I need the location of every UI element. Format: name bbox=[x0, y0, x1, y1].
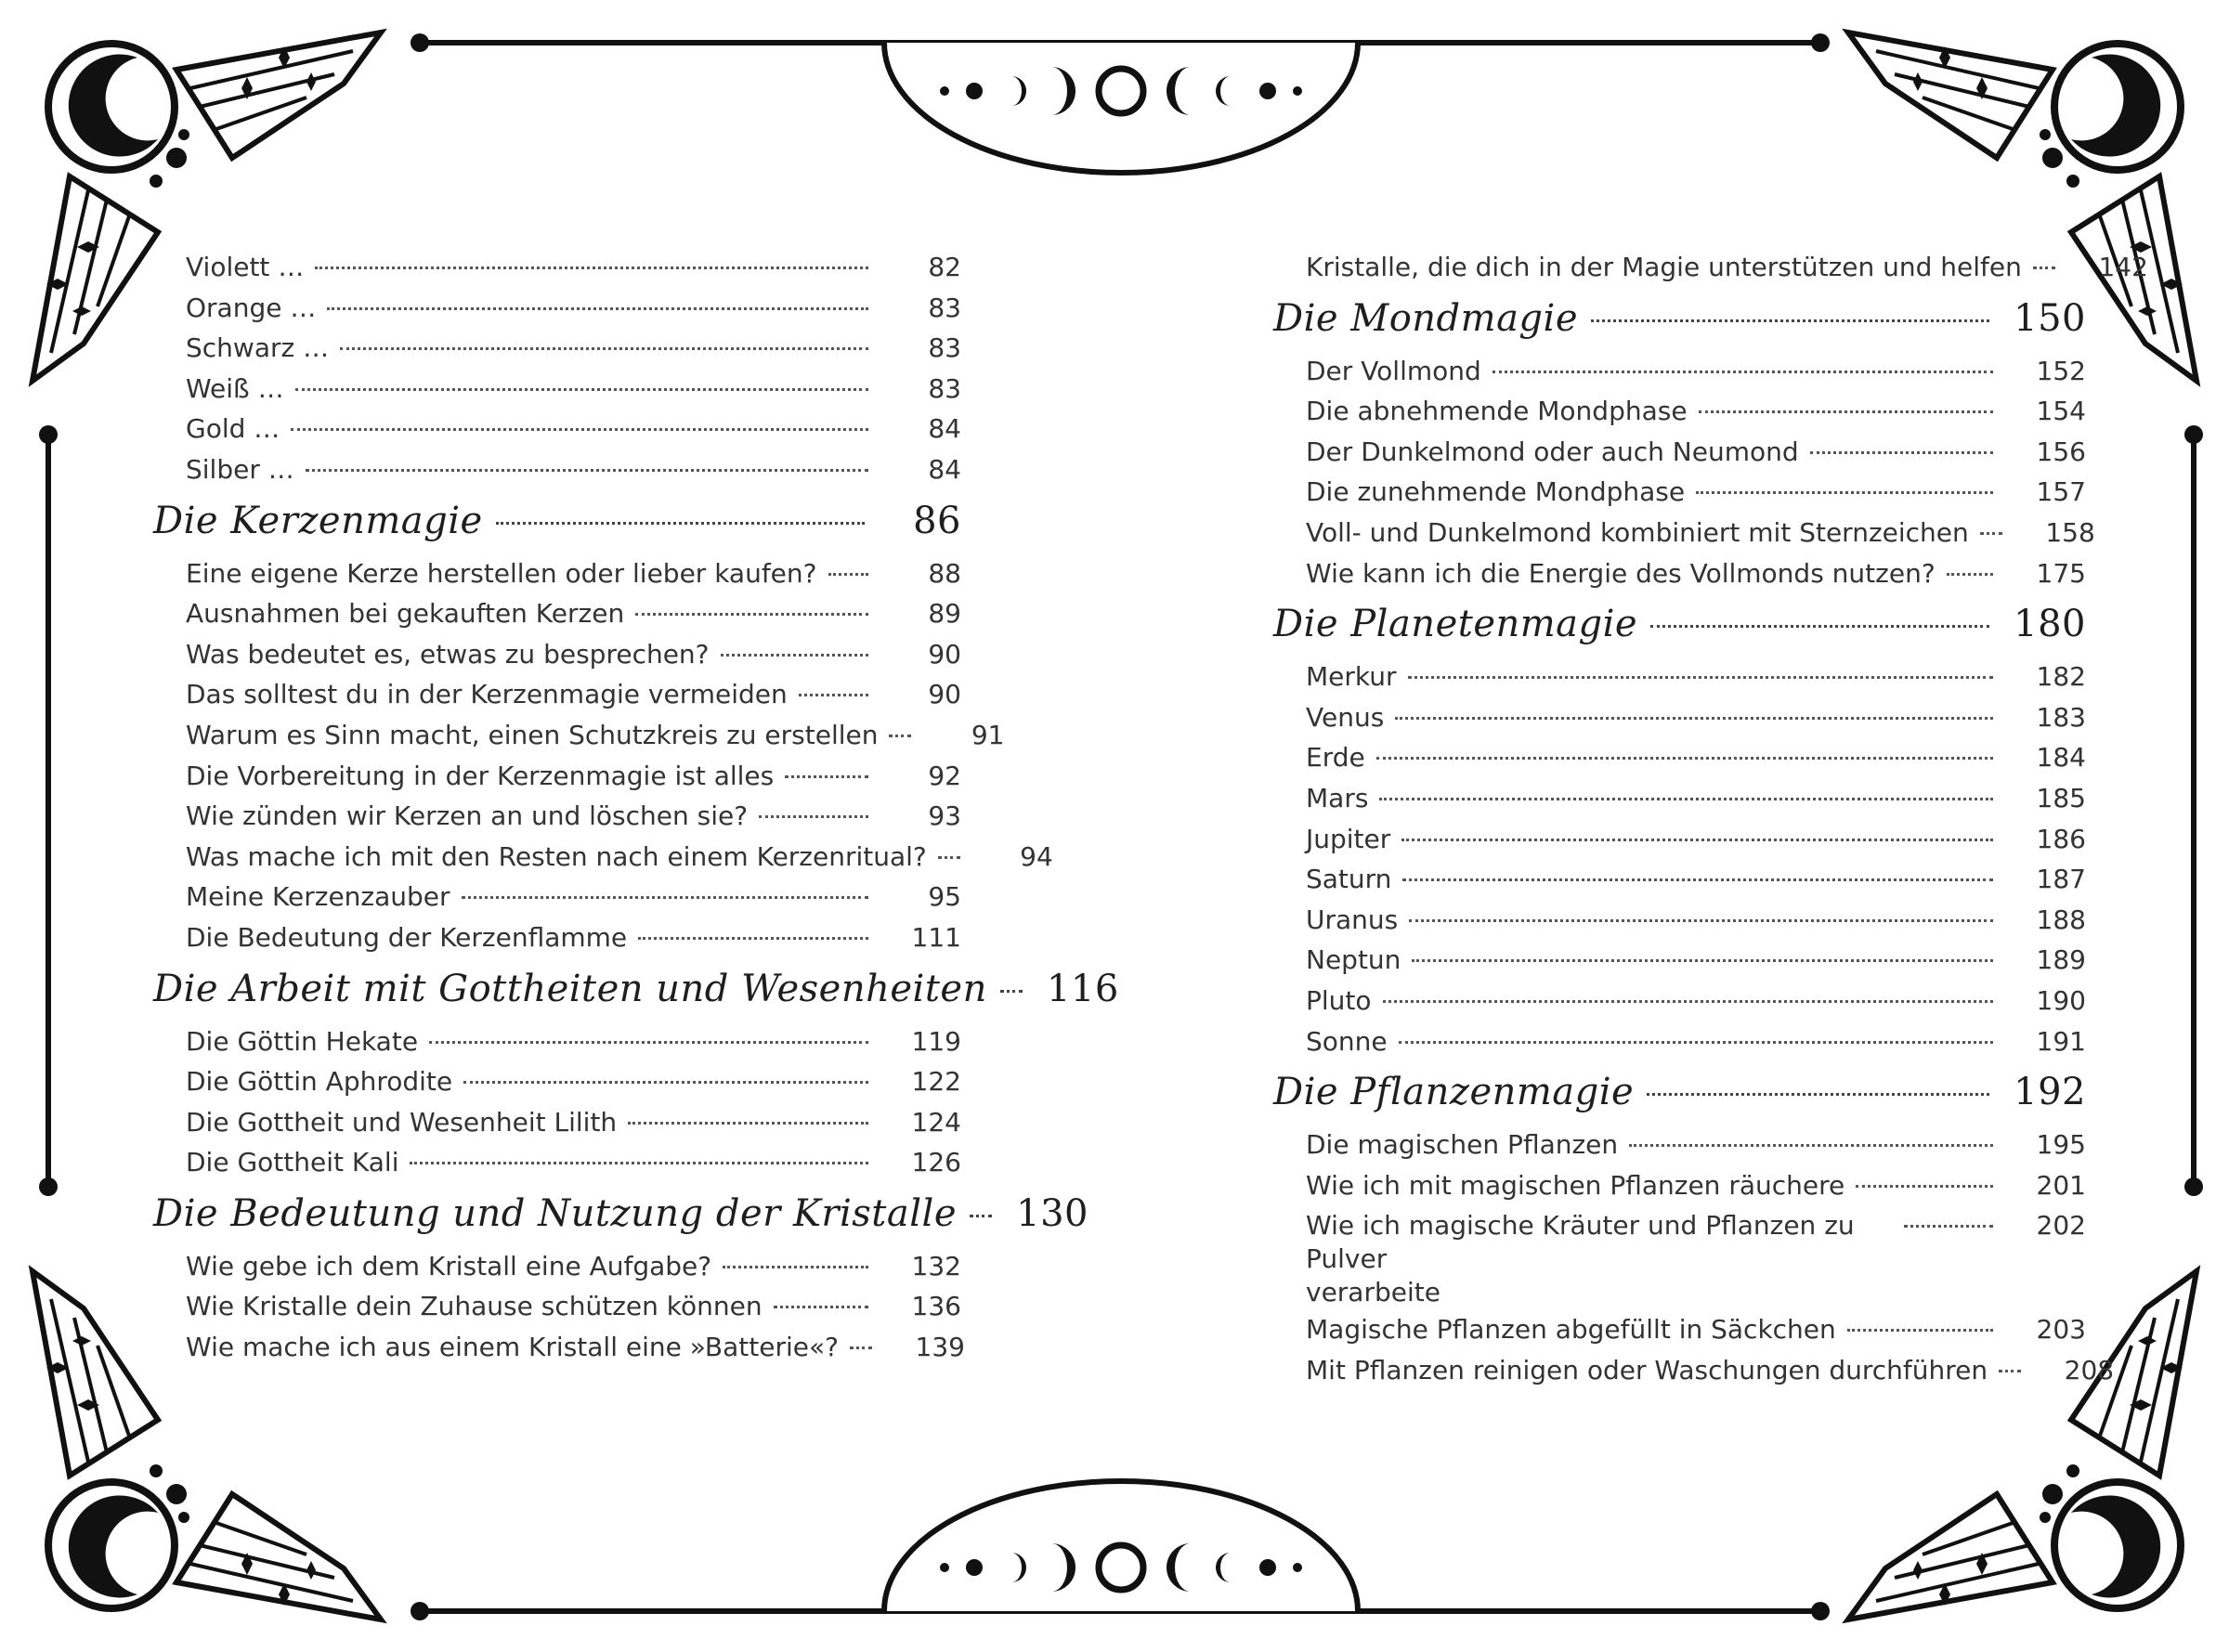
entry-title: Meine Kerzenzauber bbox=[186, 881, 450, 913]
toc-entry[interactable] bbox=[153, 877, 961, 917]
dot-leader bbox=[970, 1215, 992, 1217]
entry-title-line2: verarbeite bbox=[1306, 1277, 1440, 1308]
toc-entry[interactable] bbox=[1273, 940, 2086, 981]
chapter-heading-kristalle[interactable] bbox=[153, 1190, 1088, 1237]
dot-leader bbox=[315, 267, 868, 269]
dot-leader bbox=[291, 428, 868, 431]
chapter-title: Die Planetenmagie bbox=[1273, 603, 1638, 646]
entry-title-line1: Wie ich magische Kräuter und Pflanzen zu Pulver bbox=[1306, 1210, 1855, 1275]
dot-leader bbox=[799, 694, 868, 696]
entry-page: 88 bbox=[928, 557, 961, 589]
dot-leader bbox=[1947, 573, 1993, 576]
entry-page: 132 bbox=[911, 1250, 961, 1281]
entry-title: Wie zünden wir Kerzen an und löschen sie? bbox=[186, 800, 749, 832]
dot-leader bbox=[638, 937, 868, 940]
dot-leader bbox=[1591, 319, 1989, 322]
entry-page: 189 bbox=[2036, 944, 2086, 976]
entry-page: 93 bbox=[928, 800, 961, 832]
dot-leader bbox=[327, 307, 868, 310]
dot-leader bbox=[1650, 625, 1989, 628]
dot-leader bbox=[1401, 839, 1993, 841]
dot-leader bbox=[1629, 1144, 1993, 1147]
entry-title: Die Göttin Hekate bbox=[186, 1025, 419, 1057]
chapter-title: Die Kerzenmagie bbox=[153, 499, 483, 542]
chapter-heading-mondmagie[interactable] bbox=[1273, 295, 2086, 342]
toc-entry[interactable] bbox=[153, 1102, 961, 1143]
dot-leader bbox=[462, 896, 868, 899]
toc-entry[interactable] bbox=[1273, 778, 2086, 819]
entry-page: 119 bbox=[911, 1025, 961, 1057]
toc-entry[interactable] bbox=[1273, 472, 2086, 513]
dot-leader bbox=[759, 815, 868, 818]
entry-title: Was mache ich mit den Resten nach einem Kerzenritual? bbox=[186, 840, 927, 872]
dot-leader bbox=[850, 1346, 872, 1349]
dot-leader bbox=[1904, 1225, 1993, 1228]
toc-entry[interactable] bbox=[1273, 1350, 2115, 1391]
dot-leader bbox=[496, 522, 865, 525]
entry-title: Was bedeutet es, etwas zu besprechen? bbox=[186, 638, 710, 670]
toc-entry[interactable] bbox=[153, 369, 961, 410]
toc-entry[interactable] bbox=[153, 1286, 961, 1327]
entry-page: 90 bbox=[928, 679, 961, 710]
entry-title: Pluto bbox=[1306, 984, 1372, 1016]
toc-entry[interactable] bbox=[153, 715, 1005, 756]
chapter-title: Die Mondmagie bbox=[1273, 296, 1579, 340]
dot-leader bbox=[1847, 1329, 1993, 1332]
entry-page: 122 bbox=[911, 1066, 961, 1098]
entry-title: Venus bbox=[1306, 701, 1385, 733]
dot-leader bbox=[1402, 878, 1993, 881]
entry-page: 195 bbox=[2036, 1129, 2086, 1161]
entry-page: 188 bbox=[2036, 904, 2086, 935]
toc-entry[interactable] bbox=[153, 634, 961, 675]
toc-entry[interactable] bbox=[153, 756, 961, 797]
entry-page: 187 bbox=[2036, 864, 2086, 895]
entry-page: 157 bbox=[2036, 476, 2086, 508]
entry-page: 126 bbox=[911, 1147, 961, 1178]
dot-leader bbox=[628, 1122, 868, 1125]
entry-title: Saturn bbox=[1306, 864, 1392, 895]
toc-entry[interactable] bbox=[1273, 819, 2086, 860]
dot-leader bbox=[1699, 410, 1993, 413]
entry-title: Warum es Sinn macht, einen Schutzkreis zu erstellen bbox=[186, 719, 879, 750]
entry-title: Der Dunkelmond oder auch Neumond bbox=[1306, 436, 1799, 467]
entry-page: 185 bbox=[2036, 782, 2086, 813]
entry-page: 203 bbox=[2036, 1314, 2086, 1346]
dot-leader bbox=[1383, 1000, 1993, 1003]
entry-page: 184 bbox=[2036, 742, 2086, 774]
toc-entry[interactable] bbox=[1273, 553, 2086, 594]
entry-title: Jupiter bbox=[1306, 823, 1391, 854]
toc-entry[interactable] bbox=[153, 1246, 961, 1287]
entry-page: 183 bbox=[2036, 701, 2086, 733]
entry-title: Wie gebe ich dem Kristall eine Aufgabe? bbox=[186, 1250, 712, 1281]
entry-page: 182 bbox=[2036, 661, 2086, 693]
dot-leader bbox=[785, 775, 868, 778]
toc-entry[interactable] bbox=[1273, 1021, 2086, 1062]
dot-leader bbox=[1856, 1185, 1993, 1188]
entry-title: Das solltest du in der Kerzenmagie vermeiden bbox=[186, 679, 788, 710]
dot-leader bbox=[1412, 959, 1993, 962]
entry-title: Der Vollmond bbox=[1306, 355, 1481, 386]
toc-entry[interactable] bbox=[153, 837, 1053, 878]
chapter-page: 180 bbox=[2014, 603, 2086, 646]
dot-leader bbox=[723, 1266, 868, 1268]
toc-entry[interactable] bbox=[153, 674, 961, 715]
chapter-page: 130 bbox=[1016, 1191, 1088, 1235]
entry-title: Eine eigene Kerze herstellen oder lieber kaufen? bbox=[186, 557, 817, 589]
entry-page: 142 bbox=[2098, 252, 2148, 282]
entry-page: 201 bbox=[2036, 1169, 2086, 1201]
toc-entry[interactable] bbox=[153, 1142, 961, 1183]
toc-entry[interactable] bbox=[1273, 351, 2086, 392]
toc-entry[interactable] bbox=[1273, 1125, 2086, 1165]
entry-title: Wie Kristalle dein Zuhause schützen können bbox=[186, 1291, 763, 1322]
dot-leader bbox=[1379, 798, 1993, 800]
toc-entry[interactable] bbox=[1273, 1165, 2086, 1206]
entry-page: 156 bbox=[2036, 436, 2086, 467]
entry-title: Wie ich mit magischen Pflanzen räuchere bbox=[1306, 1169, 1845, 1201]
toc-entry[interactable] bbox=[153, 917, 961, 958]
toc-entry[interactable] bbox=[1273, 391, 2086, 432]
entry-page: 154 bbox=[2036, 396, 2086, 427]
entry-page: 83 bbox=[928, 332, 961, 364]
entry-page: 83 bbox=[928, 372, 961, 404]
entry-page: 202 bbox=[2036, 1210, 2086, 1242]
toc-left-page bbox=[153, 247, 1119, 1368]
dot-leader bbox=[1810, 451, 1993, 454]
entry-title: Sonne bbox=[1306, 1025, 1388, 1057]
toc-entry[interactable] bbox=[153, 1327, 965, 1368]
dot-leader bbox=[1980, 532, 2002, 535]
chapter-heading-pflanzenmagie[interactable] bbox=[1273, 1069, 2086, 1115]
toc-entry[interactable] bbox=[153, 1021, 961, 1062]
dot-leader bbox=[463, 1081, 868, 1084]
toc-entry[interactable] bbox=[153, 1061, 961, 1102]
entry-page: 111 bbox=[911, 921, 961, 953]
toc-entry[interactable] bbox=[1273, 697, 2086, 738]
toc-entry[interactable] bbox=[1273, 981, 2086, 1021]
entry-page: 94 bbox=[1020, 840, 1053, 872]
entry-title: Neptun bbox=[1306, 944, 1401, 976]
dot-leader bbox=[828, 573, 868, 576]
toc-entry[interactable] bbox=[1273, 859, 2086, 900]
entry-page: 152 bbox=[2036, 355, 2086, 386]
entry-page: 84 bbox=[928, 413, 961, 445]
dot-leader bbox=[1999, 1370, 2021, 1372]
dot-leader bbox=[1395, 717, 1993, 720]
toc-entry[interactable] bbox=[1273, 247, 2148, 288]
toc-entry[interactable] bbox=[153, 328, 961, 369]
toc-entry[interactable] bbox=[153, 593, 961, 634]
toc-entry[interactable] bbox=[1273, 737, 2086, 778]
dot-leader bbox=[1408, 676, 1993, 679]
entry-title: Merkur bbox=[1306, 661, 1397, 693]
toc-entry[interactable] bbox=[153, 247, 961, 288]
entry-page: 208 bbox=[2064, 1354, 2115, 1385]
toc-entry[interactable] bbox=[153, 796, 961, 837]
entry-title bbox=[1306, 1209, 1900, 1309]
dot-leader bbox=[1696, 491, 1993, 494]
entry-title: Die magischen Pflanzen bbox=[1306, 1129, 1619, 1161]
dot-leader bbox=[1647, 1093, 1989, 1096]
chapter-title: Die Bedeutung und Nutzung der Kristalle bbox=[153, 1191, 957, 1235]
chapter-heading-kerzenmagie[interactable] bbox=[153, 498, 961, 544]
entry-page: 175 bbox=[2036, 557, 2086, 589]
entry-title: Kristalle, die dich in der Magie unterstützen und helfen bbox=[1306, 252, 2022, 282]
entry-page: 158 bbox=[2045, 516, 2095, 548]
entry-title: Wie kann ich die Energie des Vollmonds nutzen? bbox=[1306, 557, 1936, 589]
chapter-heading-planetenmagie[interactable] bbox=[1273, 601, 2086, 647]
chapter-page: 86 bbox=[913, 499, 961, 542]
dot-leader bbox=[774, 1306, 868, 1308]
entry-title: Die Gottheit und Wesenheit Lilith bbox=[186, 1106, 618, 1138]
dot-leader bbox=[1000, 990, 1023, 993]
entry-title: Weiß … bbox=[186, 372, 284, 404]
toc-entry[interactable] bbox=[1273, 1309, 2086, 1350]
dot-leader bbox=[938, 856, 960, 859]
dot-leader bbox=[1399, 1041, 1993, 1044]
dot-leader bbox=[295, 388, 868, 391]
dot-leader bbox=[2033, 267, 2055, 269]
entry-title: Erde bbox=[1306, 742, 1365, 774]
chapter-title: Die Arbeit mit Gottheiten und Wesenheiten bbox=[153, 967, 987, 1010]
toc-entry[interactable] bbox=[1273, 513, 2095, 553]
dot-leader bbox=[340, 347, 868, 350]
entry-page: 139 bbox=[915, 1332, 965, 1363]
entry-page: 90 bbox=[928, 638, 961, 670]
entry-title: Gold … bbox=[186, 413, 280, 445]
entry-page: 92 bbox=[928, 760, 961, 791]
chapter-page: 116 bbox=[1046, 967, 1119, 1010]
chapter-title: Die Pflanzenmagie bbox=[1273, 1071, 1635, 1114]
toc-entry[interactable] bbox=[153, 409, 961, 449]
entry-title: Ausnahmen bei gekauften Kerzen bbox=[186, 598, 625, 630]
entry-title: Silber … bbox=[186, 453, 294, 485]
entry-title: Die Bedeutung der Kerzenflamme bbox=[186, 921, 628, 953]
toc-entry[interactable] bbox=[153, 449, 961, 490]
entry-title: Magische Pflanzen abgefüllt in Säckchen bbox=[1306, 1314, 1836, 1346]
entry-page: 186 bbox=[2036, 823, 2086, 854]
dot-leader bbox=[1376, 757, 1993, 760]
entry-title: Schwarz … bbox=[186, 332, 330, 364]
entry-title: Die Göttin Aphrodite bbox=[186, 1066, 453, 1098]
chapter-heading-gottheiten[interactable] bbox=[153, 966, 1119, 1012]
dot-leader bbox=[1409, 919, 1993, 922]
dot-leader bbox=[721, 654, 868, 657]
toc-entry[interactable] bbox=[1273, 657, 2086, 697]
chapter-page: 150 bbox=[2014, 296, 2086, 340]
entry-title: Wie mache ich aus einem Kristall eine »Batterie«? bbox=[186, 1332, 839, 1363]
entry-title: Die Gottheit Kali bbox=[186, 1147, 399, 1178]
chapter-page: 192 bbox=[2014, 1071, 2086, 1114]
entry-title: Voll- und Dunkelmond kombiniert mit Sternzeichen bbox=[1306, 516, 1969, 548]
entry-page: 82 bbox=[928, 252, 961, 282]
entry-title: Die Vorbereitung in der Kerzenmagie ist alles bbox=[186, 760, 775, 791]
toc-entry[interactable] bbox=[153, 288, 961, 329]
dot-leader bbox=[635, 613, 868, 616]
entry-page: 84 bbox=[928, 453, 961, 485]
entry-page: 191 bbox=[2036, 1025, 2086, 1057]
dot-leader bbox=[410, 1162, 868, 1164]
entry-title: Die zunehmende Mondphase bbox=[1306, 476, 1686, 508]
entry-page: 91 bbox=[971, 719, 1005, 750]
dot-leader bbox=[429, 1041, 868, 1044]
entry-page: 136 bbox=[911, 1291, 961, 1322]
dot-leader bbox=[306, 469, 868, 472]
entry-page: 124 bbox=[911, 1106, 961, 1138]
entry-title: Die abnehmende Mondphase bbox=[1306, 396, 1688, 427]
toc-entries-top bbox=[153, 247, 961, 490]
toc-entry[interactable] bbox=[1273, 432, 2086, 473]
entry-title: Mars bbox=[1306, 782, 1369, 813]
toc-entry[interactable] bbox=[1273, 900, 2086, 941]
entry-title: Orange … bbox=[186, 292, 317, 323]
dot-leader bbox=[889, 735, 911, 737]
entry-page: 83 bbox=[928, 292, 961, 323]
dot-leader bbox=[1493, 371, 1993, 373]
entry-title: Mit Pflanzen reinigen oder Waschungen durchführen bbox=[1306, 1354, 1988, 1385]
toc-right-page bbox=[1273, 247, 2148, 1390]
entry-title: Uranus bbox=[1306, 904, 1399, 935]
entry-page: 190 bbox=[2036, 984, 2086, 1016]
entry-page: 89 bbox=[928, 598, 961, 630]
toc-entry[interactable] bbox=[1273, 1205, 2086, 1309]
entry-title: Violett … bbox=[186, 252, 305, 282]
toc-entry[interactable] bbox=[153, 553, 961, 594]
entry-page: 95 bbox=[928, 881, 961, 913]
